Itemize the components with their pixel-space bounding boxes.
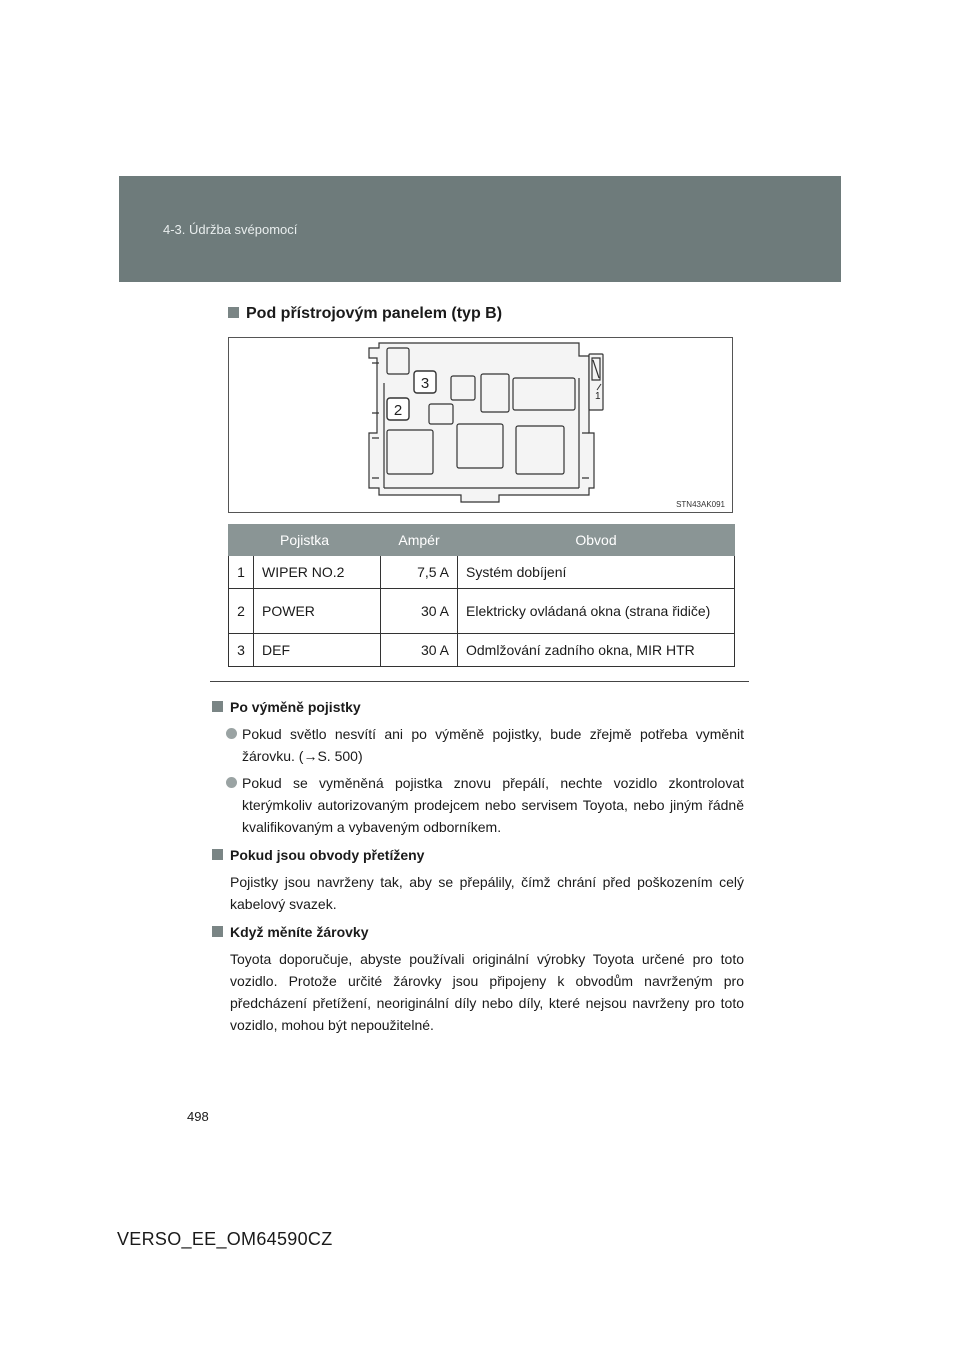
note-title-text: Pokud jsou obvody přetíženy — [230, 847, 425, 863]
fuse-circuit: Odmlžování zadního okna, MIR HTR — [458, 634, 735, 667]
section-title: 4-3. Údržba svépomocí — [163, 222, 298, 237]
fuse-number: 2 — [229, 589, 254, 634]
table-header-row — [229, 525, 735, 556]
heading-text: Pod přístrojovým panelem (typ B) — [246, 305, 503, 322]
fuse-circuit: Systém dobíjení — [458, 556, 735, 589]
note-bullet — [212, 772, 744, 838]
fuse-amp: 30 A — [381, 589, 458, 634]
column-header-amp: Ampér — [381, 525, 458, 556]
section-header — [119, 176, 841, 282]
note-bullet-text: Pokud se vyměněná pojistka znovu přepálí, nechte vozidlo zkontrolovat kterýmkoliv autorizovaným prodejcem nebo servisem Toyota, nebo jiným řádně kvalifikovaným a vybaveným odborníkem. — [242, 775, 744, 835]
fuse-amp: 7,5 A — [381, 556, 458, 589]
fuse-box-drawing — [229, 338, 732, 512]
fuse-box-body — [369, 343, 603, 502]
document-code: VERSO_EE_OM64590CZ — [117, 1229, 333, 1249]
callout-1: 1 — [595, 391, 601, 402]
circle-bullet-icon — [226, 728, 237, 739]
fuse-name: DEF — [254, 634, 381, 667]
table-row — [229, 556, 735, 589]
fuse-box-diagram — [228, 337, 733, 513]
notes-section — [212, 696, 744, 1036]
fuse-circuit: Elektricky ovládaná okna (strana řidiče) — [458, 589, 735, 634]
fuse-name: POWER — [254, 589, 381, 634]
square-bullet-icon — [228, 307, 239, 318]
fuse-name: WIPER NO.2 — [254, 556, 381, 589]
figure-code: STN43AK091 — [676, 500, 725, 509]
note-title — [212, 844, 744, 866]
fuse-amp: 30 A — [381, 634, 458, 667]
circle-bullet-icon — [226, 777, 237, 788]
fuse-number: 1 — [229, 556, 254, 589]
fuse-number: 3 — [229, 634, 254, 667]
page-number: 498 — [187, 1109, 209, 1124]
note-bullet — [212, 723, 744, 767]
column-header-fuse: Pojistka — [229, 525, 381, 556]
note-paragraph: Pojistky jsou navrženy tak, aby se přepálily, čímž chrání před poškozením celý kabelový svazek. — [230, 874, 744, 912]
square-bullet-icon — [212, 701, 223, 712]
fuse-table — [228, 524, 735, 667]
note-title — [212, 921, 744, 943]
note-title — [212, 696, 744, 718]
note-paragraph: Toyota doporučuje, abyste používali originální výrobky Toyota určené pro toto vozidlo. Protože určité žárovky jsou připojeny k obvodům navrženým pro předcházení přetížení, neoriginální díly nebo díly, které nejsou navrženy pro toto vozidlo, mohou být nepoužitelné. — [230, 951, 744, 1033]
table-row — [229, 634, 735, 667]
callout-3: 3 — [420, 375, 430, 392]
note-title-text: Po výměně pojistky — [230, 699, 361, 715]
column-header-circuit: Obvod — [458, 525, 735, 556]
table-row — [229, 589, 735, 634]
section-divider — [210, 681, 749, 682]
note-title-text: Když měníte žárovky — [230, 924, 369, 940]
page-heading — [228, 305, 502, 323]
callout-2: 2 — [393, 402, 403, 419]
square-bullet-icon — [212, 926, 223, 937]
note-bullet-text: Pokud světlo nesvítí ani po výměně pojistky, bude zřejmě potřeba vyměnit žárovku. (→S. 500) — [242, 726, 744, 764]
square-bullet-icon — [212, 849, 223, 860]
